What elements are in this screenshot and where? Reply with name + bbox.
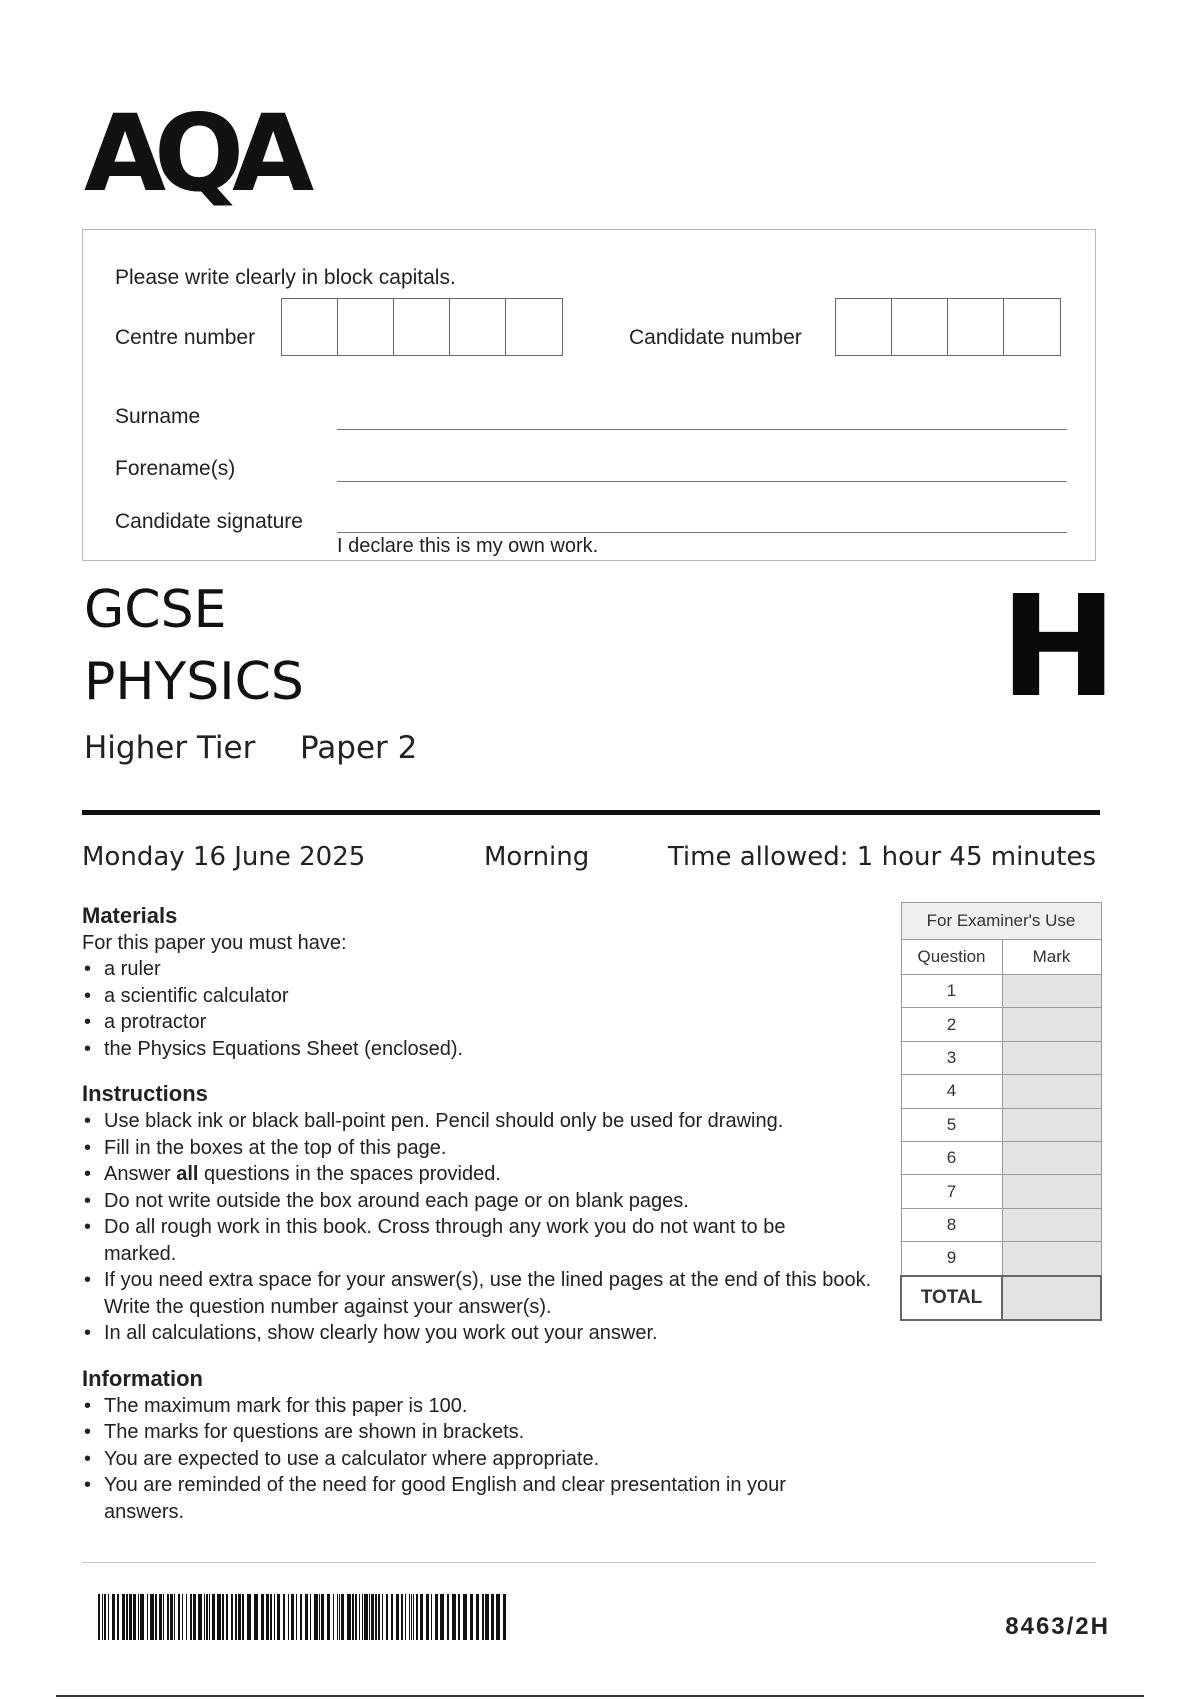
materials-list	[82, 956, 872, 1062]
centre-digit-box[interactable]	[506, 299, 562, 355]
tier-label: Higher Tier	[84, 730, 256, 766]
total-mark-cell	[1002, 1276, 1101, 1320]
exam-session: Morning	[484, 842, 590, 872]
exam-date: Monday 16 June 2025	[82, 842, 366, 872]
question-number: 2	[901, 1008, 1002, 1041]
centre-digit-box[interactable]	[338, 299, 394, 355]
table-row	[901, 1208, 1101, 1241]
list-item: • You are expected to use a calculator where appropriate.	[82, 1446, 842, 1473]
list-item: • the Physics Equations Sheet (enclosed).	[82, 1036, 872, 1063]
list-item: • In all calculations, show clearly how you work out your answer.	[82, 1320, 872, 1347]
candidate-digit-box[interactable]	[1004, 299, 1060, 355]
list-item: • a scientific calculator	[82, 983, 872, 1010]
tier-letter: H	[1000, 566, 1118, 729]
declaration-text: I declare this is my own work.	[337, 535, 599, 557]
mark-cell	[1002, 1008, 1101, 1041]
question-number: 9	[901, 1242, 1002, 1276]
total-label: TOTAL	[901, 1276, 1002, 1320]
question-number: 5	[901, 1108, 1002, 1141]
information-list	[82, 1393, 872, 1526]
signature-line[interactable]	[337, 532, 1067, 533]
examiners-use-table	[900, 902, 1102, 1321]
list-item: • a protractor	[82, 1009, 872, 1036]
table-row	[901, 1008, 1101, 1041]
mark-cell	[1002, 1141, 1101, 1174]
candidate-digit-box[interactable]	[892, 299, 948, 355]
exam-information	[82, 902, 872, 1543]
list-item: • If you need extra space for your answer(s), use the lined pages at the end of this book. Write the question number against your answer(s).	[82, 1267, 872, 1320]
mark-cell	[1002, 1175, 1101, 1208]
list-item: • Fill in the boxes at the top of this page.	[82, 1135, 872, 1162]
candidate-digit-box[interactable]	[836, 299, 892, 355]
footer-divider	[82, 1562, 1096, 1563]
forename-line[interactable]	[337, 481, 1067, 482]
materials-heading: Materials	[82, 903, 178, 928]
list-item: • The maximum mark for this paper is 100.	[82, 1393, 842, 1420]
question-number: 3	[901, 1041, 1002, 1074]
aqa-logo: AQA	[84, 92, 303, 215]
forename-label: Forename(s)	[115, 457, 236, 480]
question-number: 8	[901, 1208, 1002, 1241]
surname-line[interactable]	[337, 429, 1067, 430]
candidate-number-boxes[interactable]	[835, 298, 1061, 356]
question-number: 6	[901, 1141, 1002, 1174]
centre-digit-box[interactable]	[450, 299, 506, 355]
total-row	[901, 1276, 1101, 1320]
subject-title: PHYSICS	[84, 652, 304, 712]
table-row	[901, 1108, 1101, 1141]
list-item: • Do not write outside the box around each page or on blank pages.	[82, 1188, 872, 1215]
mark-column-header: Mark	[1002, 940, 1101, 975]
centre-digit-box[interactable]	[282, 299, 338, 355]
signature-label: Candidate signature	[115, 510, 303, 533]
table-row	[901, 1141, 1101, 1174]
surname-label: Surname	[115, 405, 201, 428]
paper-label: Paper 2	[300, 730, 418, 766]
list-item: • Use black ink or black ball-point pen. Pencil should only be used for drawing.	[82, 1108, 872, 1135]
candidate-digit-box[interactable]	[948, 299, 1004, 355]
mark-cell	[1002, 1242, 1101, 1276]
paper-code: 8463/2H	[1005, 1613, 1110, 1640]
time-allowed: Time allowed: 1 hour 45 minutes	[667, 842, 1096, 872]
centre-number-boxes[interactable]	[281, 298, 563, 356]
information-heading: Information	[82, 1365, 203, 1391]
mark-cell	[1002, 1041, 1101, 1074]
qualification-title: GCSE	[84, 580, 227, 640]
instructions-heading: Instructions	[82, 1081, 208, 1106]
list-item: • Answer all questions in the spaces provided.	[82, 1161, 872, 1188]
centre-digit-box[interactable]	[394, 299, 450, 355]
header-divider	[82, 810, 1100, 815]
mark-cell	[1002, 975, 1101, 1008]
question-number: 7	[901, 1175, 1002, 1208]
table-row	[901, 1041, 1101, 1074]
table-row	[901, 1242, 1101, 1276]
examiner-use-title: For Examiner's Use	[901, 903, 1101, 940]
candidate-details-box	[82, 229, 1096, 561]
barcode-icon	[98, 1594, 508, 1640]
page-bottom-rule	[56, 1695, 1144, 1697]
question-number: 4	[901, 1075, 1002, 1108]
question-column-header: Question	[901, 940, 1002, 975]
instructions-list	[82, 1108, 872, 1347]
mark-cell	[1002, 1075, 1101, 1108]
centre-number-label: Centre number	[115, 326, 256, 349]
block-capitals-instruction: Please write clearly in block capitals.	[115, 266, 456, 289]
question-number: 1	[901, 975, 1002, 1008]
list-item: • Do all rough work in this book. Cross through any work you do not want to be marked.	[82, 1214, 872, 1267]
list-item: • The marks for questions are shown in brackets.	[82, 1419, 842, 1446]
list-item: • a ruler	[82, 956, 872, 983]
materials-intro: For this paper you must have:	[82, 932, 347, 954]
table-row	[901, 975, 1101, 1008]
table-row	[901, 1175, 1101, 1208]
list-item: • You are reminded of the need for good English and clear presentation in your answers.	[82, 1472, 842, 1525]
table-row	[901, 1075, 1101, 1108]
candidate-number-label: Candidate number	[629, 326, 802, 349]
mark-cell	[1002, 1108, 1101, 1141]
mark-cell	[1002, 1208, 1101, 1241]
